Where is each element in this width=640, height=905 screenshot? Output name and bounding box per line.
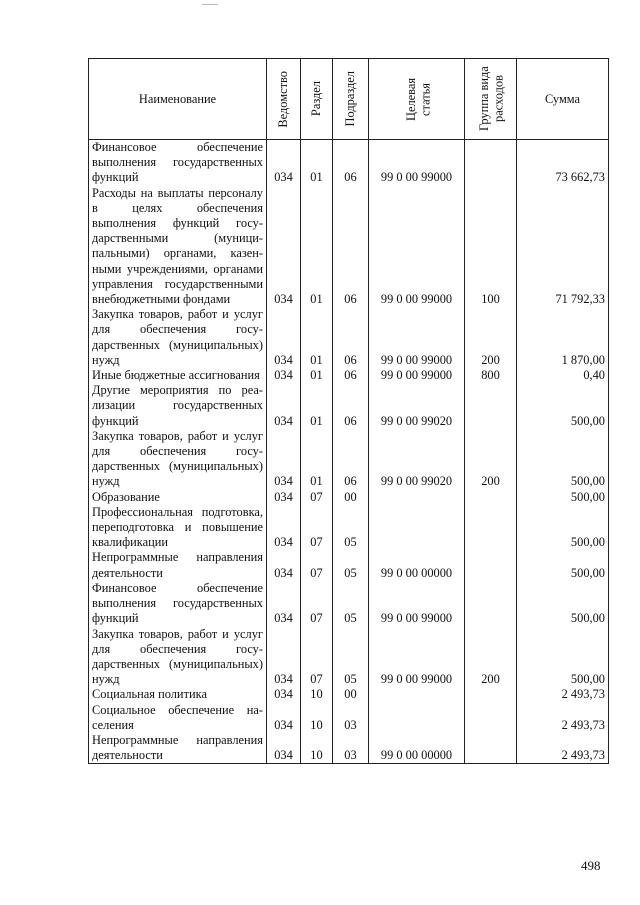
row-expense-group: 800 xyxy=(465,368,517,383)
row-name: Социальное обеспечение населения xyxy=(89,703,267,733)
page-number: 498 xyxy=(581,858,601,873)
row-section: 01 xyxy=(301,140,333,186)
table-row xyxy=(89,581,609,627)
row-department: 034 xyxy=(267,429,301,490)
row-subsection: 03 xyxy=(333,733,369,764)
row-expense-group xyxy=(465,140,517,186)
row-name: Закупка товаров, работ и услуг для обеспечения государственных (муниципальных) нужд xyxy=(89,627,267,688)
header-expense-group-label: Группа вида расходов xyxy=(476,66,505,132)
row-amount: 500,00 xyxy=(517,429,609,490)
row-expense-group: 100 xyxy=(465,186,517,308)
table-row xyxy=(89,140,609,186)
header-target-item xyxy=(369,59,465,140)
row-section: 07 xyxy=(301,490,333,505)
row-expense-group: 200 xyxy=(465,627,517,688)
row-department: 034 xyxy=(267,140,301,186)
table-row xyxy=(89,550,609,580)
header-section-label: Раздел xyxy=(309,81,324,117)
row-department: 034 xyxy=(267,383,301,429)
table-row xyxy=(89,627,609,688)
row-section: 01 xyxy=(301,429,333,490)
row-subsection: 06 xyxy=(333,383,369,429)
header-department-label: Ведомство xyxy=(276,70,291,128)
row-department: 034 xyxy=(267,550,301,580)
table-row xyxy=(89,490,609,505)
row-name: Непрограммные направления деятельности xyxy=(89,733,267,764)
row-target-item: 99 0 00 99000 xyxy=(369,307,465,368)
header-section xyxy=(301,59,333,140)
row-amount: 1 870,00 xyxy=(517,307,609,368)
row-name: Образование xyxy=(89,490,267,505)
row-department: 034 xyxy=(267,687,301,702)
row-target-item: 99 0 00 99000 xyxy=(369,581,465,627)
row-target-item: 99 0 00 00000 xyxy=(369,733,465,764)
row-section: 07 xyxy=(301,581,333,627)
row-subsection: 06 xyxy=(333,307,369,368)
header-subsection xyxy=(333,59,369,140)
row-amount: 500,00 xyxy=(517,581,609,627)
row-department: 034 xyxy=(267,627,301,688)
row-subsection: 05 xyxy=(333,505,369,551)
row-subsection: 00 xyxy=(333,490,369,505)
row-target-item: 99 0 00 99020 xyxy=(369,429,465,490)
row-name: Профессиональная подготовка, переподготовка и повышение квалификации xyxy=(89,505,267,551)
header-expense-group xyxy=(465,59,517,140)
row-department: 034 xyxy=(267,505,301,551)
table-body xyxy=(89,140,609,764)
row-section: 07 xyxy=(301,505,333,551)
row-section: 07 xyxy=(301,550,333,580)
row-name: Финансовое обеспечение выполнения государственных функций xyxy=(89,581,267,627)
row-subsection: 06 xyxy=(333,368,369,383)
row-subsection: 05 xyxy=(333,581,369,627)
row-target-item: 99 0 00 99000 xyxy=(369,186,465,308)
row-target-item xyxy=(369,505,465,551)
header-name xyxy=(89,59,267,140)
table-row xyxy=(89,368,609,383)
row-department: 034 xyxy=(267,733,301,764)
row-section: 01 xyxy=(301,368,333,383)
table-row xyxy=(89,733,609,764)
budget-table xyxy=(88,58,609,764)
row-name: Другие мероприятия по реализации государственных функций xyxy=(89,383,267,429)
row-expense-group xyxy=(465,703,517,733)
row-target-item: 99 0 00 99000 xyxy=(369,140,465,186)
row-target-item: 99 0 00 99020 xyxy=(369,383,465,429)
row-subsection: 05 xyxy=(333,550,369,580)
row-expense-group xyxy=(465,383,517,429)
row-target-item: 99 0 00 99000 xyxy=(369,368,465,383)
row-expense-group: 200 xyxy=(465,307,517,368)
row-section: 01 xyxy=(301,186,333,308)
row-subsection: 03 xyxy=(333,703,369,733)
row-target-item: 99 0 00 99000 xyxy=(369,627,465,688)
row-subsection: 05 xyxy=(333,627,369,688)
table-row xyxy=(89,429,609,490)
row-name: Финансовое обеспечение выполнения государственных функций xyxy=(89,140,267,186)
row-section: 01 xyxy=(301,307,333,368)
row-expense-group xyxy=(465,687,517,702)
row-subsection: 06 xyxy=(333,429,369,490)
row-amount: 0,40 xyxy=(517,368,609,383)
row-target-item xyxy=(369,490,465,505)
table-row xyxy=(89,186,609,308)
table-row xyxy=(89,687,609,702)
row-amount: 73 662,73 xyxy=(517,140,609,186)
header-subsection-label: Подраздел xyxy=(343,71,358,127)
row-subsection: 06 xyxy=(333,140,369,186)
row-amount: 2 493,73 xyxy=(517,687,609,702)
row-subsection: 00 xyxy=(333,687,369,702)
table-header xyxy=(89,59,609,140)
table-row xyxy=(89,307,609,368)
row-section: 01 xyxy=(301,383,333,429)
row-amount: 500,00 xyxy=(517,505,609,551)
row-section: 07 xyxy=(301,627,333,688)
row-expense-group xyxy=(465,505,517,551)
row-section: 10 xyxy=(301,687,333,702)
row-name: Социальная политика xyxy=(89,687,267,702)
header-target-item-label: Целевая статья xyxy=(403,77,432,121)
row-expense-group xyxy=(465,733,517,764)
row-department: 034 xyxy=(267,186,301,308)
header-amount xyxy=(517,59,609,140)
row-section: 10 xyxy=(301,703,333,733)
header-amount-label: Сумма xyxy=(544,91,581,106)
header-row xyxy=(89,59,609,140)
row-section: 10 xyxy=(301,733,333,764)
row-amount: 500,00 xyxy=(517,627,609,688)
header-name-label: Наименование xyxy=(138,91,217,106)
row-amount: 500,00 xyxy=(517,550,609,580)
row-amount: 500,00 xyxy=(517,383,609,429)
table-row xyxy=(89,383,609,429)
row-name: Непрограммные направления деятельности xyxy=(89,550,267,580)
scan-mark xyxy=(202,4,218,5)
table-row xyxy=(89,703,609,733)
row-department: 034 xyxy=(267,490,301,505)
row-department: 034 xyxy=(267,581,301,627)
row-target-item: 99 0 00 00000 xyxy=(369,550,465,580)
row-expense-group xyxy=(465,581,517,627)
row-target-item xyxy=(369,687,465,702)
row-amount: 2 493,73 xyxy=(517,703,609,733)
row-amount: 71 792,33 xyxy=(517,186,609,308)
row-amount: 500,00 xyxy=(517,490,609,505)
row-target-item xyxy=(369,703,465,733)
header-department xyxy=(267,59,301,140)
row-name: Расходы на выплаты персоналу в целях обеспечения выполнения функций государственными (муниципальными) органами, казенными учреждениями, органами управления государственными внебюджетными фондами xyxy=(89,186,267,308)
row-expense-group: 200 xyxy=(465,429,517,490)
row-name: Закупка товаров, работ и услуг для обеспечения государственных (муниципальных) нужд xyxy=(89,429,267,490)
row-amount: 2 493,73 xyxy=(517,733,609,764)
row-department: 034 xyxy=(267,703,301,733)
row-department: 034 xyxy=(267,307,301,368)
row-department: 034 xyxy=(267,368,301,383)
row-expense-group xyxy=(465,550,517,580)
row-subsection: 06 xyxy=(333,186,369,308)
row-name: Закупка товаров, работ и услуг для обеспечения государственных (муниципальных) нужд xyxy=(89,307,267,368)
row-name: Иные бюджетные ассигнования xyxy=(89,368,267,383)
table-row xyxy=(89,505,609,551)
row-expense-group xyxy=(465,490,517,505)
